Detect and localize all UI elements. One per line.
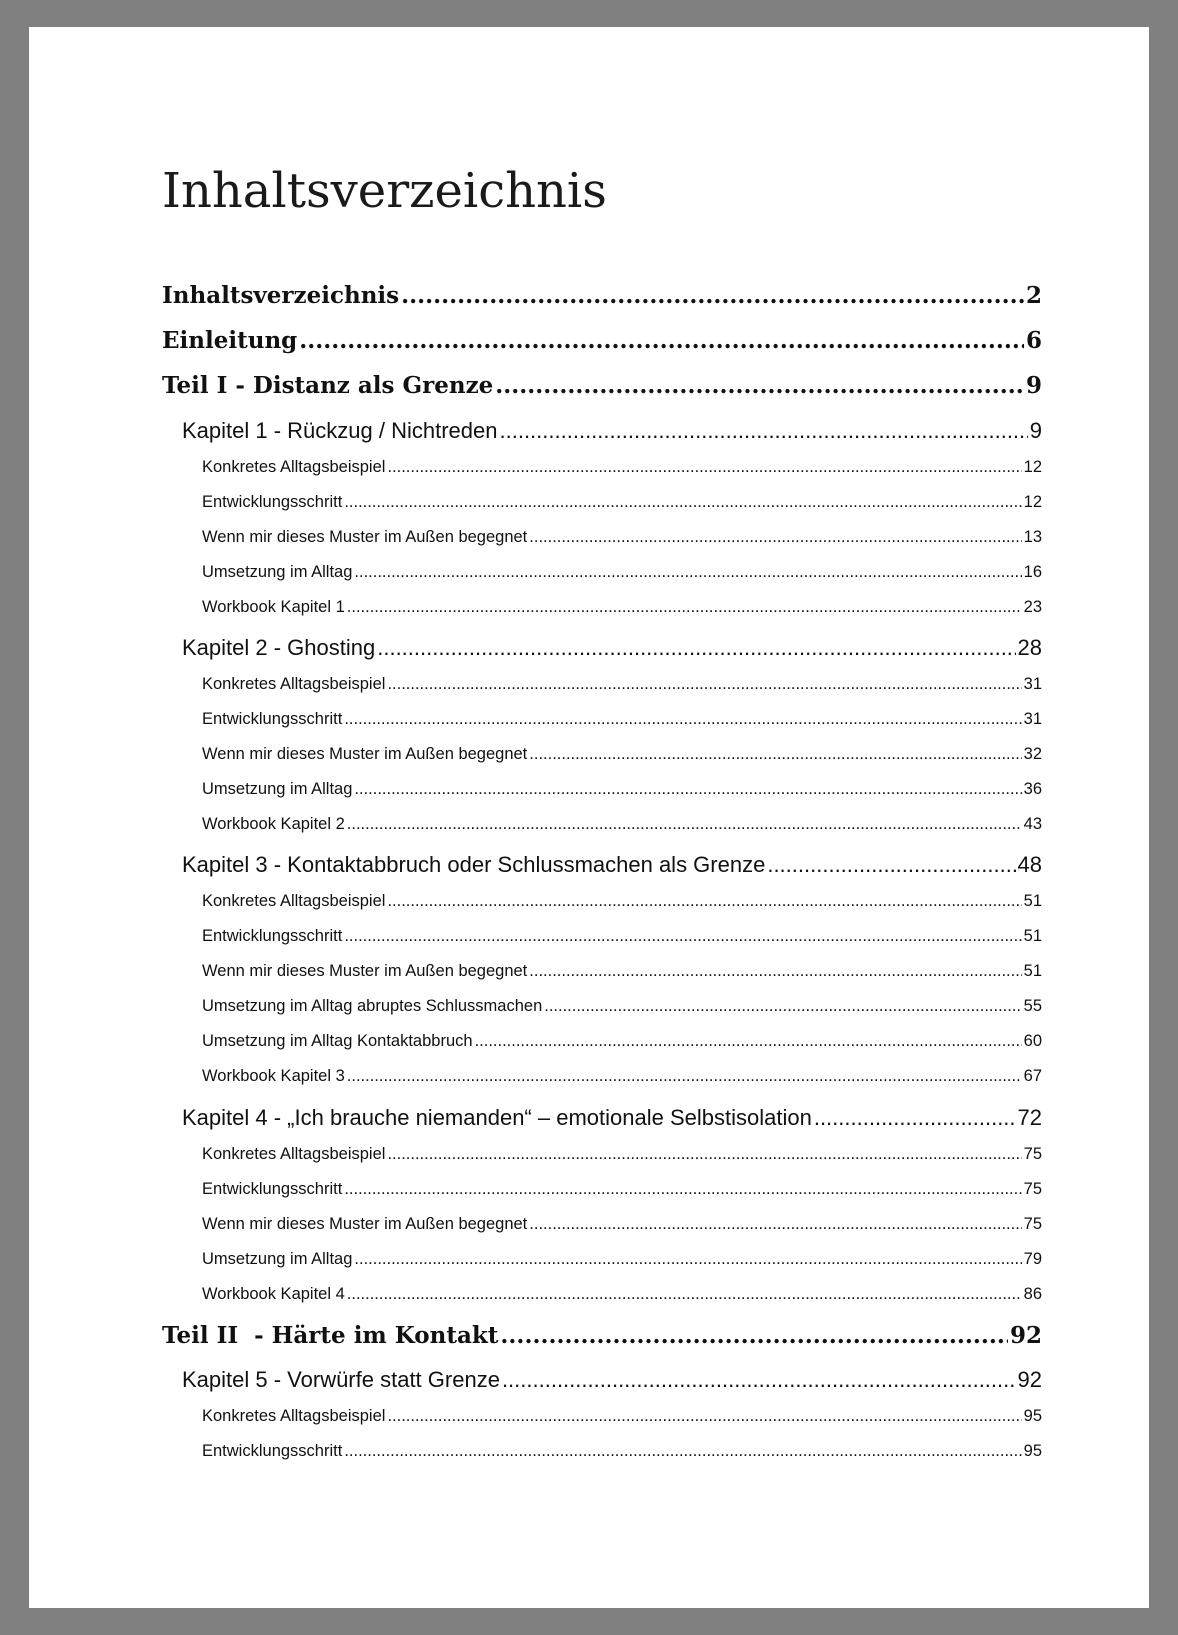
dot-leader [767,850,1015,880]
toc-entry-section[interactable] [162,776,1042,802]
dot-leader [387,888,1021,914]
toc-entry-chapter[interactable] [162,416,1042,446]
toc-entry-label: Entwicklungsschritt [202,710,343,728]
page-title: Inhaltsverzeichnis [162,163,607,219]
dot-leader [387,1403,1021,1429]
toc-entry-page: 92 [1009,1322,1042,1349]
toc-entry-page: 92 [1017,1367,1042,1392]
dot-leader [529,958,1021,984]
toc-entry-label: Einleitung [162,327,298,354]
toc-entry-page: 12 [1023,493,1042,511]
toc-entry-label: Kapitel 2 - Ghosting [182,635,376,660]
toc-entry-section[interactable] [162,1141,1042,1167]
toc-entry-label: Wenn mir dieses Muster im Außen begegnet [202,745,528,763]
toc-entry-section[interactable] [162,958,1042,984]
toc-entry-section[interactable] [162,706,1042,732]
toc-entry-page: 95 [1023,1442,1042,1460]
toc-entry-section[interactable] [162,489,1042,515]
toc-entry-label: Kapitel 4 - „Ich brauche niemanden“ – emotionale Selbstisolation [182,1105,812,1130]
toc-entry-label: Inhaltsverzeichnis [162,282,400,309]
toc-entry-page: 16 [1023,563,1042,581]
toc-entry-page: 86 [1023,1285,1042,1303]
toc-entry-page: 67 [1023,1067,1042,1085]
toc-entry-chapter[interactable] [162,850,1042,880]
toc-entry-section[interactable] [162,811,1042,837]
dot-leader [387,671,1021,697]
document-page [29,27,1149,1608]
dot-leader [354,559,1021,585]
dot-leader [401,279,1024,313]
toc-entry-section[interactable] [162,741,1042,767]
dot-leader [500,1319,1008,1353]
toc-entry-section[interactable] [162,1403,1042,1429]
dot-leader [377,633,1015,663]
toc-entry-section[interactable] [162,1281,1042,1307]
toc-entry-label: Workbook Kapitel 1 [202,598,345,616]
toc-entry-label: Entwicklungsschritt [202,1442,343,1460]
toc-entry-section[interactable] [162,1438,1042,1464]
toc-entry-label: Umsetzung im Alltag [202,563,353,581]
toc-entry-label: Umsetzung im Alltag Kontaktabbruch [202,1032,473,1050]
dot-leader [502,1365,1016,1395]
toc-entry-page: 9 [1025,372,1042,399]
dot-leader [299,324,1024,358]
toc-entry-page: 31 [1023,675,1042,693]
toc-entry-section[interactable] [162,1176,1042,1202]
toc-entry-page: 2 [1025,282,1042,309]
toc-entry-label: Konkretes Alltagsbeispiel [202,892,386,910]
toc-entry-section[interactable] [162,559,1042,585]
toc-entry-page: 12 [1023,458,1042,476]
toc-entry-page: 95 [1023,1407,1042,1425]
toc-entry-page: 31 [1023,710,1042,728]
toc-entry-label: Kapitel 5 - Vorwürfe statt Grenze [182,1367,500,1392]
toc-entry-page: 32 [1023,745,1042,763]
toc-entry-label: Konkretes Alltagsbeispiel [202,675,386,693]
dot-leader [344,489,1021,515]
toc-entry-page: 60 [1023,1032,1042,1050]
toc-entry-chapter[interactable] [162,633,1042,663]
dot-leader [344,706,1021,732]
toc-entry-page: 75 [1023,1180,1042,1198]
dot-leader [344,1176,1021,1202]
dot-leader [475,1028,1022,1054]
toc-entry-page: 51 [1023,892,1042,910]
dot-leader [529,524,1021,550]
toc-list [162,27,1042,1608]
dot-leader [344,1438,1021,1464]
toc-entry-page: 9 [1029,418,1042,443]
toc-entry-section[interactable] [162,671,1042,697]
toc-entry-section[interactable] [162,1246,1042,1272]
dot-leader [529,741,1021,767]
toc-entry-label: Wenn mir dieses Muster im Außen begegnet [202,528,528,546]
toc-entry-page: 75 [1023,1145,1042,1163]
toc-entry-part[interactable] [162,279,1042,313]
dot-leader [500,416,1028,446]
toc-entry-page: 43 [1023,815,1042,833]
toc-entry-label: Teil II - Härte im Kontakt [162,1322,499,1349]
toc-entry-page: 28 [1017,635,1042,660]
dot-leader [354,1246,1021,1272]
dot-leader [347,1281,1022,1307]
toc-entry-label: Teil I - Distanz als Grenze [162,372,494,399]
dot-leader [354,776,1021,802]
toc-entry-label: Wenn mir dieses Muster im Außen begegnet [202,962,528,980]
dot-leader [344,923,1021,949]
toc-entry-section[interactable] [162,888,1042,914]
dot-leader [387,454,1021,480]
toc-entry-label: Konkretes Alltagsbeispiel [202,458,386,476]
toc-entry-chapter[interactable] [162,1365,1042,1395]
dot-leader [347,811,1022,837]
toc-entry-section[interactable] [162,1063,1042,1089]
toc-entry-chapter[interactable] [162,1103,1042,1133]
dot-leader [387,1141,1021,1167]
toc-entry-page: 79 [1023,1250,1042,1268]
toc-entry-page: 48 [1017,852,1042,877]
dot-leader [544,993,1021,1019]
toc-entry-part[interactable] [162,1319,1042,1353]
toc-entry-page: 51 [1023,962,1042,980]
toc-entry-label: Entwicklungsschritt [202,493,343,511]
toc-entry-section[interactable] [162,524,1042,550]
toc-entry-section[interactable] [162,454,1042,480]
dot-leader [347,1063,1022,1089]
toc-entry-section[interactable] [162,1211,1042,1237]
toc-entry-page: 13 [1023,528,1042,546]
toc-entry-page: 72 [1017,1105,1042,1130]
toc-entry-page: 36 [1023,780,1042,798]
toc-entry-label: Workbook Kapitel 2 [202,815,345,833]
toc-entry-label: Wenn mir dieses Muster im Außen begegnet [202,1215,528,1233]
dot-leader [814,1103,1016,1133]
toc-entry-label: Entwicklungsschritt [202,1180,343,1198]
toc-entry-page: 75 [1023,1215,1042,1233]
toc-entry-section[interactable] [162,1028,1042,1054]
toc-entry-label: Konkretes Alltagsbeispiel [202,1145,386,1163]
toc-entry-page: 23 [1023,598,1042,616]
toc-entry-page: 55 [1023,997,1042,1015]
toc-entry-part[interactable] [162,324,1042,358]
toc-entry-label: Entwicklungsschritt [202,927,343,945]
dot-leader [347,594,1022,620]
dot-leader [495,369,1024,403]
toc-entry-page: 6 [1025,327,1042,354]
toc-entry-label: Umsetzung im Alltag [202,780,353,798]
toc-entry-section[interactable] [162,993,1042,1019]
dot-leader [529,1211,1021,1237]
toc-entry-section[interactable] [162,594,1042,620]
toc-entry-label: Workbook Kapitel 4 [202,1285,345,1303]
toc-entry-label: Umsetzung im Alltag abruptes Schlussmachen [202,997,543,1015]
toc-entry-label: Konkretes Alltagsbeispiel [202,1407,386,1425]
toc-entry-label: Umsetzung im Alltag [202,1250,353,1268]
toc-entry-label: Workbook Kapitel 3 [202,1067,345,1085]
toc-entry-page: 51 [1023,927,1042,945]
toc-entry-label: Kapitel 1 - Rückzug / Nichtreden [182,418,498,443]
toc-entry-part[interactable] [162,369,1042,403]
toc-entry-section[interactable] [162,923,1042,949]
toc-entry-label: Kapitel 3 - Kontaktabbruch oder Schlussmachen als Grenze [182,852,766,877]
